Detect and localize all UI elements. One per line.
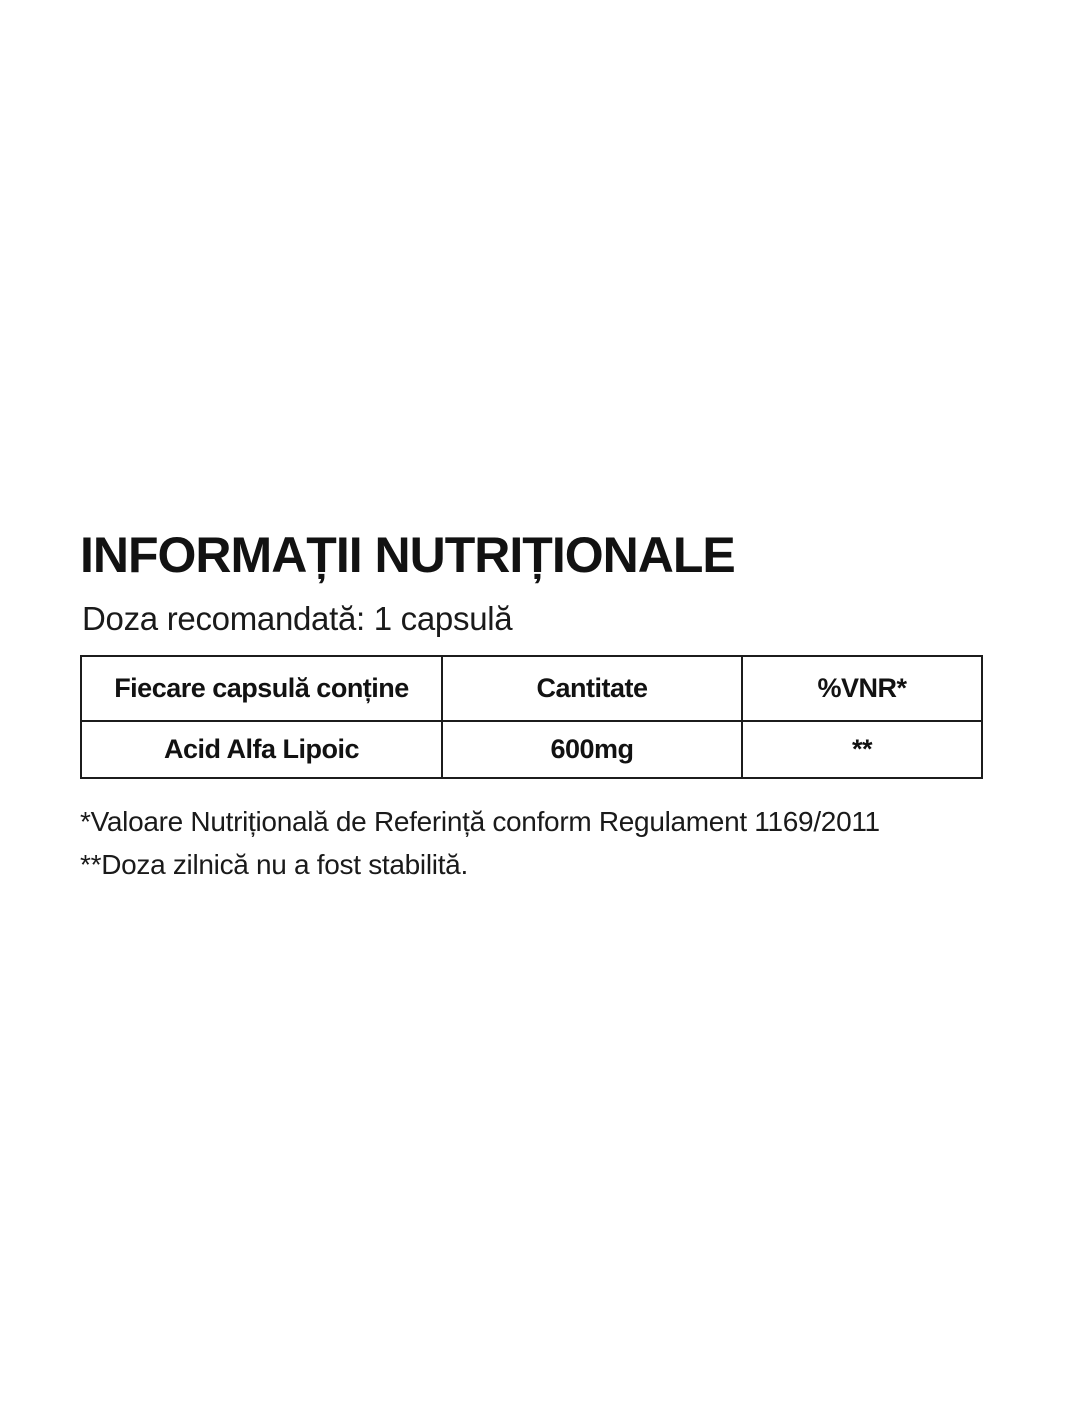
nutrition-label-content: [80, 527, 985, 881]
table-header-row: [81, 656, 982, 721]
column-header-ingredient: Fiecare capsulă conține: [81, 656, 442, 721]
table-row: [81, 721, 982, 778]
page-title: INFORMAȚII NUTRIȚIONALE: [80, 527, 735, 583]
column-header-quantity: Cantitate: [442, 656, 742, 721]
recommended-dose-line: Doza recomandată: 1 capsulă: [82, 599, 513, 637]
footnote-daily-dose: **Doza zilnică nu a fost stabilită.: [80, 848, 468, 880]
column-header-vnr: %VNR*: [742, 656, 982, 721]
ingredient-vnr-cell: **: [742, 721, 982, 778]
ingredient-name-cell: Acid Alfa Lipoic: [81, 721, 442, 778]
ingredient-quantity-cell: 600mg: [442, 721, 742, 778]
nutrition-table: [80, 655, 983, 779]
footnote-vnr-reference: *Valoare Nutrițională de Referință conform Regulament 1169/2011: [80, 806, 880, 838]
